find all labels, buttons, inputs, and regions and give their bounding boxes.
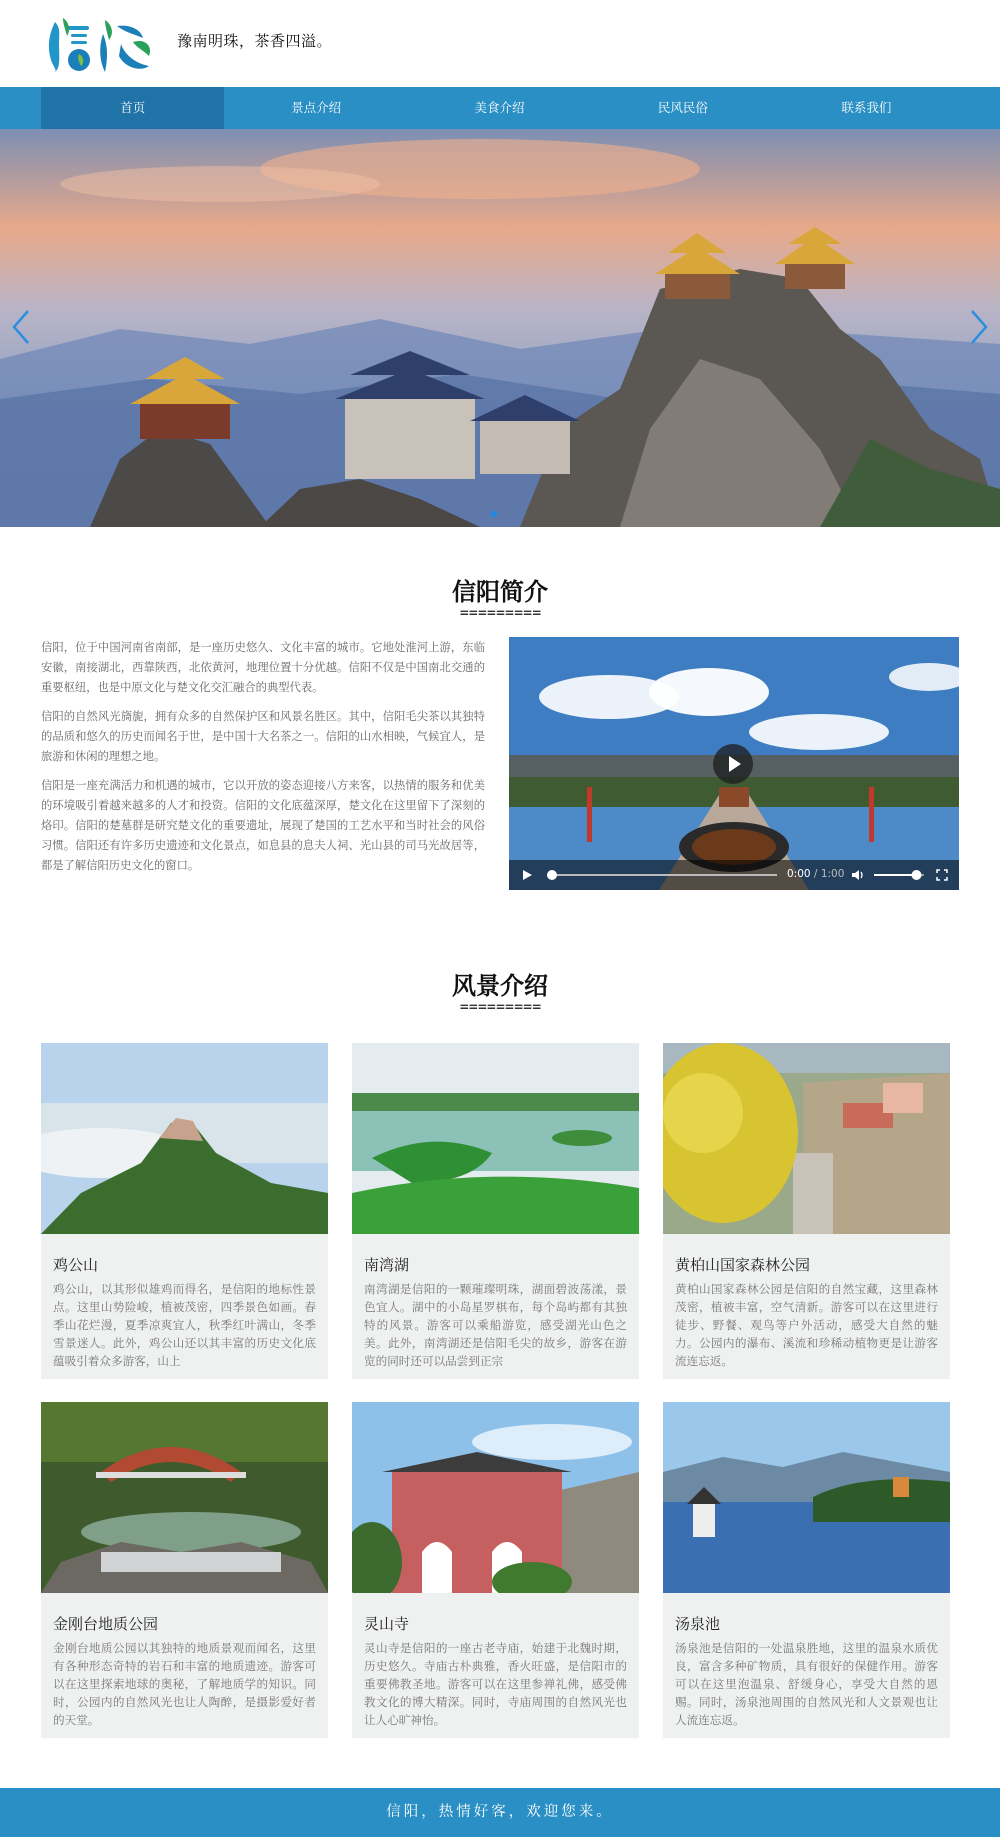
nav-item-food[interactable]: 美食介绍 bbox=[474, 100, 525, 115]
card-description: 汤泉池是信阳的一处温泉胜地，这里的温泉水质优良，富含多种矿物质，具有很好的保健作用。游客可以在这里泡温泉、舒缓身心，享受大自然的恩赐。同时，汤泉池周围的自然风光和人文景观也让人流连忘返。 bbox=[675, 1641, 938, 1727]
site-footer bbox=[0, 1788, 1000, 1837]
play-icon bbox=[521, 869, 533, 881]
scenery-card-tangquanchi[interactable] bbox=[663, 1402, 950, 1738]
card-image-lingshansi bbox=[352, 1402, 639, 1593]
card-image-jingangtai bbox=[41, 1402, 328, 1593]
fullscreen-icon bbox=[936, 869, 948, 881]
scenery-card-jingangtai[interactable] bbox=[41, 1402, 328, 1738]
nav-item-customs[interactable]: 民风民俗 bbox=[657, 100, 708, 115]
intro-paragraph: 信阳，位于中国河南省南部，是一座历史悠久、文化丰富的城市。它地处淮河上游，东临安徽，南接湖北，西靠陕西，北依黄河，地理位置十分优越。信阳不仅是中国南北交通的重要枢纽，也是中原文化与楚文化交汇融合的典型代表。 bbox=[41, 641, 485, 694]
chevron-right-icon bbox=[964, 305, 994, 349]
nav-item-home[interactable]: 首页 bbox=[41, 87, 224, 129]
video-mute-button[interactable] bbox=[849, 860, 867, 890]
card-title: 南湾湖 bbox=[364, 1256, 410, 1274]
hero-image bbox=[0, 129, 1000, 527]
video-time-separator: / bbox=[810, 868, 821, 880]
intro-paragraph: 信阳的自然风光旖旎，拥有众多的自然保护区和风景名胜区。其中，信阳毛尖茶以其独特的品质和悠久的历史而闻名于世，是中国十大名茶之一。信阳的山水相映，气候宜人，是旅游和休闲的理想之地。 bbox=[41, 710, 485, 763]
card-image-jigongshan bbox=[41, 1043, 328, 1234]
carousel-dot[interactable] bbox=[491, 511, 497, 517]
card-image-nanwanhu bbox=[352, 1043, 639, 1234]
card-title: 汤泉池 bbox=[675, 1615, 721, 1633]
nav-item-contact[interactable]: 联系我们 bbox=[841, 100, 892, 115]
video-volume-slider[interactable] bbox=[874, 870, 924, 880]
video-play-button[interactable] bbox=[517, 860, 537, 890]
volume-icon bbox=[851, 868, 865, 882]
scenery-card-jigongshan[interactable] bbox=[41, 1043, 328, 1379]
video-fullscreen-button[interactable] bbox=[933, 860, 951, 890]
video-controls bbox=[509, 860, 959, 890]
card-description: 南湾湖是信阳的一颗璀璨明珠，湖面碧波荡漾，景色宜人。湖中的小岛星罗棋布，每个岛屿都有其独特的风景。游客可以乘船游览，感受湖光山色之美。此外，南湾湖还是信阳毛尖的故乡，游客在游览的同时还可以品尝到正宗 bbox=[364, 1282, 627, 1368]
card-description: 鸡公山，以其形似雄鸡而得名，是信阳的地标性景点。这里山势险峻，植被茂密，四季景色如画。春季山花烂漫，夏季凉爽宜人，秋季红叶满山，冬季雪景迷人。此外，鸡公山还以其丰富的历史文化底蕴吸引着众多游客，山上 bbox=[53, 1282, 316, 1368]
play-icon bbox=[713, 744, 753, 784]
card-title: 灵山寺 bbox=[364, 1615, 410, 1633]
video-play-overlay-button[interactable] bbox=[713, 744, 753, 784]
scenery-card-huangbaishan[interactable] bbox=[663, 1043, 950, 1379]
card-title: 金刚台地质公园 bbox=[53, 1615, 159, 1633]
card-image-huangbaishan bbox=[663, 1043, 950, 1234]
video-duration: 1:00 bbox=[820, 868, 845, 880]
card-image-tangquanchi bbox=[663, 1402, 950, 1593]
scenery-card-nanwanhu[interactable] bbox=[352, 1043, 639, 1379]
site-header bbox=[0, 0, 1000, 87]
site-slogan: 豫南明珠，茶香四溢。 bbox=[177, 32, 333, 50]
site-logo[interactable] bbox=[45, 16, 160, 74]
card-title: 鸡公山 bbox=[53, 1256, 99, 1274]
intro-video-player[interactable] bbox=[509, 637, 959, 890]
intro-title: 信阳简介 bbox=[452, 578, 548, 606]
carousel-prev-button[interactable] bbox=[6, 305, 36, 349]
intro-divider: ========= bbox=[459, 606, 541, 620]
footer-text: 信阳，热情好客，欢迎您来。 bbox=[386, 1804, 614, 1820]
hero-carousel[interactable] bbox=[0, 129, 1000, 527]
video-current-time: 0:00 bbox=[787, 868, 811, 880]
carousel-next-button[interactable] bbox=[964, 305, 994, 349]
card-description: 金刚台地质公园以其独特的地质景观而闻名，这里有各种形态奇特的岩石和丰富的地质遗迹。游客可以在这里探索地球的奥秘，了解地质学的知识。同时，公园内的自然风光也让人陶醉，是摄影爱好者的天堂。 bbox=[53, 1641, 316, 1727]
main-nav bbox=[0, 87, 1000, 129]
intro-paragraph: 信阳是一座充满活力和机遇的城市，它以开放的姿态迎接八方来客，以热情的服务和优美的环境吸引着越来越多的人才和投资。信阳的文化底蕴深厚，楚文化在这里留下了深刻的烙印。信阳的楚墓群是研究楚文化的重要遗址，展现了楚国的工艺水平和当时社会的风俗习惯。信阳还有许多历史遗迹和文化景点，如息县的息夫人祠、光山县的司马光故居等，都是了解信阳历史文化的窗口。 bbox=[41, 779, 485, 872]
scenery-card-lingshansi[interactable] bbox=[352, 1402, 639, 1738]
video-time bbox=[787, 868, 844, 880]
scenery-divider: ========= bbox=[459, 1000, 541, 1014]
intro-text bbox=[41, 638, 485, 885]
chevron-left-icon bbox=[6, 305, 36, 349]
video-progress-bar[interactable] bbox=[547, 870, 777, 880]
card-description: 灵山寺是信阳的一座古老寺庙，始建于北魏时期，历史悠久。寺庙古朴典雅，香火旺盛，是信阳市的重要佛教圣地。游客可以在这里参禅礼佛，感受佛教文化的博大精深。同时，寺庙周围的自然风光也让人心旷神怡。 bbox=[364, 1641, 627, 1727]
scenery-title: 风景介绍 bbox=[452, 972, 548, 1000]
card-title: 黄柏山国家森林公园 bbox=[675, 1256, 811, 1274]
card-description: 黄柏山国家森林公园是信阳的自然宝藏，这里森林茂密，植被丰富，空气清新。游客可以在这里进行徒步、野餐、观鸟等户外活动，感受大自然的魅力。公园内的瀑布、溪流和珍稀动植物更是让游客流连忘返。 bbox=[675, 1282, 938, 1368]
nav-item-attractions[interactable]: 景点介绍 bbox=[291, 100, 342, 115]
